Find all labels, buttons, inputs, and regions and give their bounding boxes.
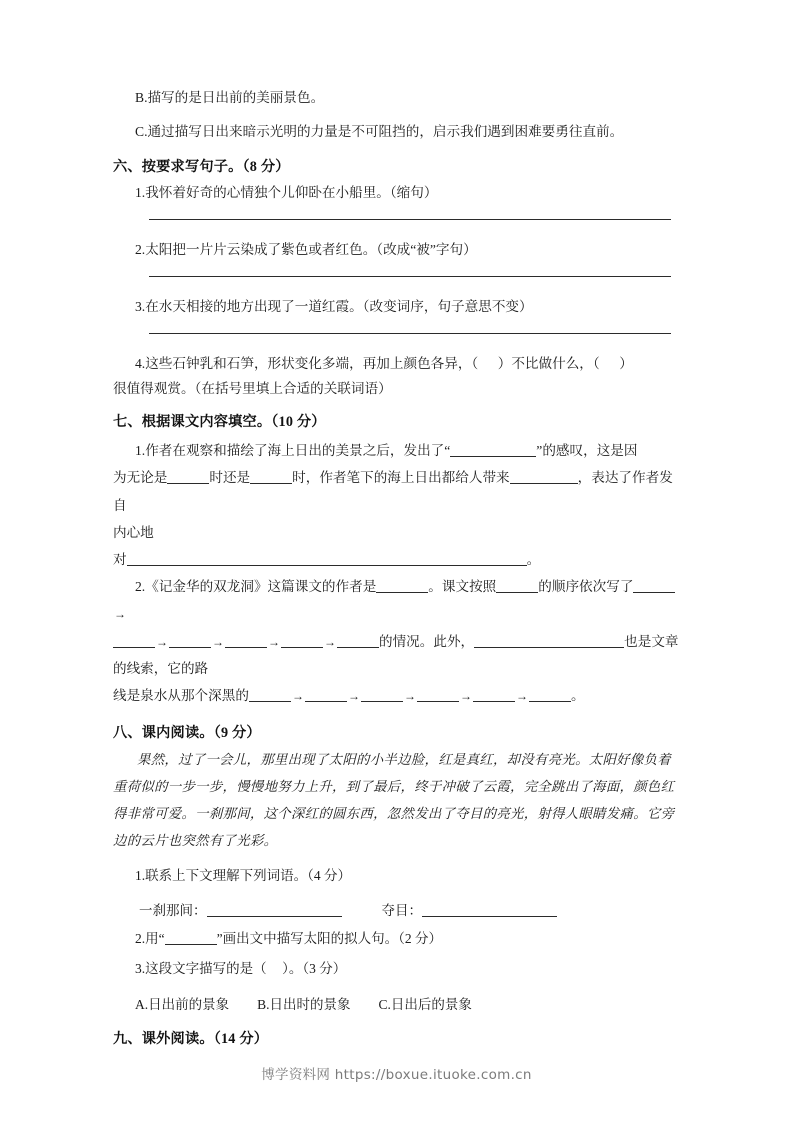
q4-text-c: ） [619, 356, 633, 372]
blank-s7-2-7[interactable] [281, 634, 323, 648]
arrow-icon-2: → [156, 634, 168, 649]
s8q2-text-a: 2.用“ [135, 930, 165, 946]
q4-bracket-2[interactable] [600, 356, 620, 371]
s7q2-text-d: 的情况。此外， [379, 633, 475, 649]
blank-s7-2-10[interactable] [249, 688, 291, 702]
option-c-line: C.通过描写日出来暗示光明的力量是不可阻挡的，启示我们遇到困难要勇往直前。 [135, 124, 624, 140]
definition-2-label: 夺目： [381, 902, 422, 918]
blank-s7-2-5[interactable] [169, 634, 211, 648]
blank-definition-1[interactable] [207, 903, 342, 917]
blank-s7-2-15[interactable] [529, 688, 571, 702]
section-7-heading: 七、根据课文内容填空。（10 分） [113, 413, 326, 430]
reading-passage: 果然，过了一会儿，那里出现了太阳的小半边脸，红是真红，却没有亮光。太阳好像负着重荷似的一步一步，慢慢地努力上升，到了最后，终于冲破了云霞，完全跳出了海面，颜色红得非常可爱。一刹那间，这个深红的圆东西，忽然发出了夺目的亮光，射得人眼睛发痛。它旁边的云片也突然有了光彩。 [113, 753, 675, 849]
s7q2-text-a: 2.《记金华的双龙洞》这篇课文的作者是 [135, 579, 377, 595]
arrow-icon-1: → [114, 607, 126, 622]
blank-s7-1-4[interactable] [510, 471, 578, 485]
arrow-icon-6: → [291, 688, 304, 703]
blank-s7-2-2[interactable] [496, 579, 538, 593]
blank-s7-2-13[interactable] [417, 688, 459, 702]
answer-rule-1[interactable] [149, 219, 671, 220]
blank-s7-2-1[interactable] [376, 579, 428, 593]
arrow-icon-5: → [324, 634, 336, 649]
q4-bracket-1[interactable] [478, 356, 498, 371]
blank-s7-1-1[interactable] [450, 443, 536, 457]
blank-s7-1-2[interactable] [167, 471, 209, 485]
s7q1-text-b: ”的感叹，这是因 [536, 443, 638, 459]
answer-rule-2[interactable] [149, 276, 671, 277]
section-6-heading: 六、按要求写句子。（8 分） [113, 158, 290, 175]
s7q1-text-a: 1.作者在观察和描绘了海上日出的美景之后，发出了“ [135, 443, 451, 459]
section-8-choices-row [113, 993, 679, 1013]
blank-s8-underline-mark[interactable] [165, 931, 217, 945]
s8q3-text-a: 3.这段文字描写的是（ [135, 961, 267, 977]
s7q1-text-e: 时，作者笔下的海上日出都给人带来 [292, 470, 510, 486]
section-7-question-1-line4 [113, 546, 679, 573]
arrow-icon-3: → [212, 634, 224, 649]
blank-s7-2-8[interactable] [337, 634, 379, 648]
blank-s7-2-11[interactable] [305, 688, 347, 702]
section-7-question-1-line2 [113, 464, 679, 518]
footer-watermark: 博学资料网 https://boxue.ituoke.com.cn [261, 1067, 532, 1083]
section-6-question-2: 2.太阳把一片片云染成了紫色或者红色。（改成“被”字句） [135, 242, 477, 258]
s7q2-text-g: 。 [570, 687, 585, 703]
choice-a[interactable]: A.日出前的景象 [135, 997, 230, 1013]
s7q1-text-d: 时还是 [209, 470, 251, 486]
s7q1-text-c: 为无论是 [113, 470, 168, 486]
section-8-question-3 [113, 959, 679, 980]
section-9-heading: 九、课外阅读。（14 分） [113, 1031, 269, 1048]
s7q2-text-b: 。课文按照 [428, 579, 497, 595]
blank-s7-2-12[interactable] [361, 688, 403, 702]
q4-text-a: 4.这些石钟乳和石笋，形状变化多端，再加上颜色各异，（ [135, 356, 479, 372]
q4-text-b: ）不比做什么，（ [497, 356, 600, 372]
section-6-question-3: 3.在水天相接的地方出现了一道红霞。（改变词序，句子意思不变） [135, 299, 533, 315]
section-8-question-2 [113, 929, 679, 950]
option-b-line: B.描写的是日出前的美丽景色。 [135, 90, 325, 105]
arrow-icon-4: → [268, 634, 280, 649]
section-8-question-1: 1.联系上下文理解下列词语。（4 分） [135, 867, 351, 883]
section-7-question-2-line3 [113, 682, 679, 709]
arrow-icon-8: → [403, 688, 416, 703]
definition-1-label: 一刹那间： [139, 902, 207, 918]
s7q1-text-i: 。 [526, 551, 541, 567]
blank-s7-2-3[interactable] [633, 579, 675, 593]
section-7-question-1 [113, 437, 679, 464]
blank-s7-1-3[interactable] [250, 471, 292, 485]
s7q2-text-c: 的顺序依次写了 [538, 579, 634, 595]
s8q3-text-b: ）。（3 分） [282, 961, 347, 977]
section-7-question-2-line2 [113, 628, 679, 682]
s7q1-text-f: ，表达了作者发自 [113, 470, 673, 513]
choice-c[interactable]: C.日出后的景象 [378, 997, 472, 1013]
section-8-definitions-row [113, 899, 679, 919]
blank-s7-2-9[interactable] [474, 634, 624, 648]
blank-definition-2[interactable] [422, 903, 557, 917]
blank-s7-2-4[interactable] [113, 634, 155, 648]
section-6-question-4 [113, 353, 679, 375]
section-7-question-2 [113, 573, 679, 627]
section-8-heading: 八、课内阅读。（9 分） [113, 725, 261, 742]
arrow-icon-9: → [459, 688, 472, 703]
blank-s7-1-5[interactable] [127, 552, 527, 566]
s7q2-text-e: 也是文章的线索，它的路 [113, 633, 679, 676]
s7q1-text-h: 对 [113, 551, 127, 567]
section-6-question-4-line2: 很值得观赏。（在括号里填上合适的关联词语） [113, 381, 392, 397]
choice-b[interactable]: B.日出时的景象 [257, 997, 351, 1013]
arrow-icon-10: → [515, 688, 528, 703]
s8q3-bracket[interactable] [267, 961, 283, 976]
answer-rule-3[interactable] [149, 333, 671, 334]
section-6-question-1: 1.我怀着好奇的心情独个儿仰卧在小船里。（缩句） [135, 185, 438, 201]
blank-s7-2-6[interactable] [225, 634, 267, 648]
section-7-question-1-line3: 内心地 [113, 524, 154, 540]
arrow-icon-7: → [347, 688, 360, 703]
blank-s7-2-14[interactable] [473, 688, 515, 702]
s8q2-text-b: ”画出文中描写太阳的拟人句。（2 分） [216, 930, 442, 946]
page-content [113, 88, 679, 1055]
s7q2-text-f: 线是泉水从那个深黑的 [113, 687, 249, 703]
